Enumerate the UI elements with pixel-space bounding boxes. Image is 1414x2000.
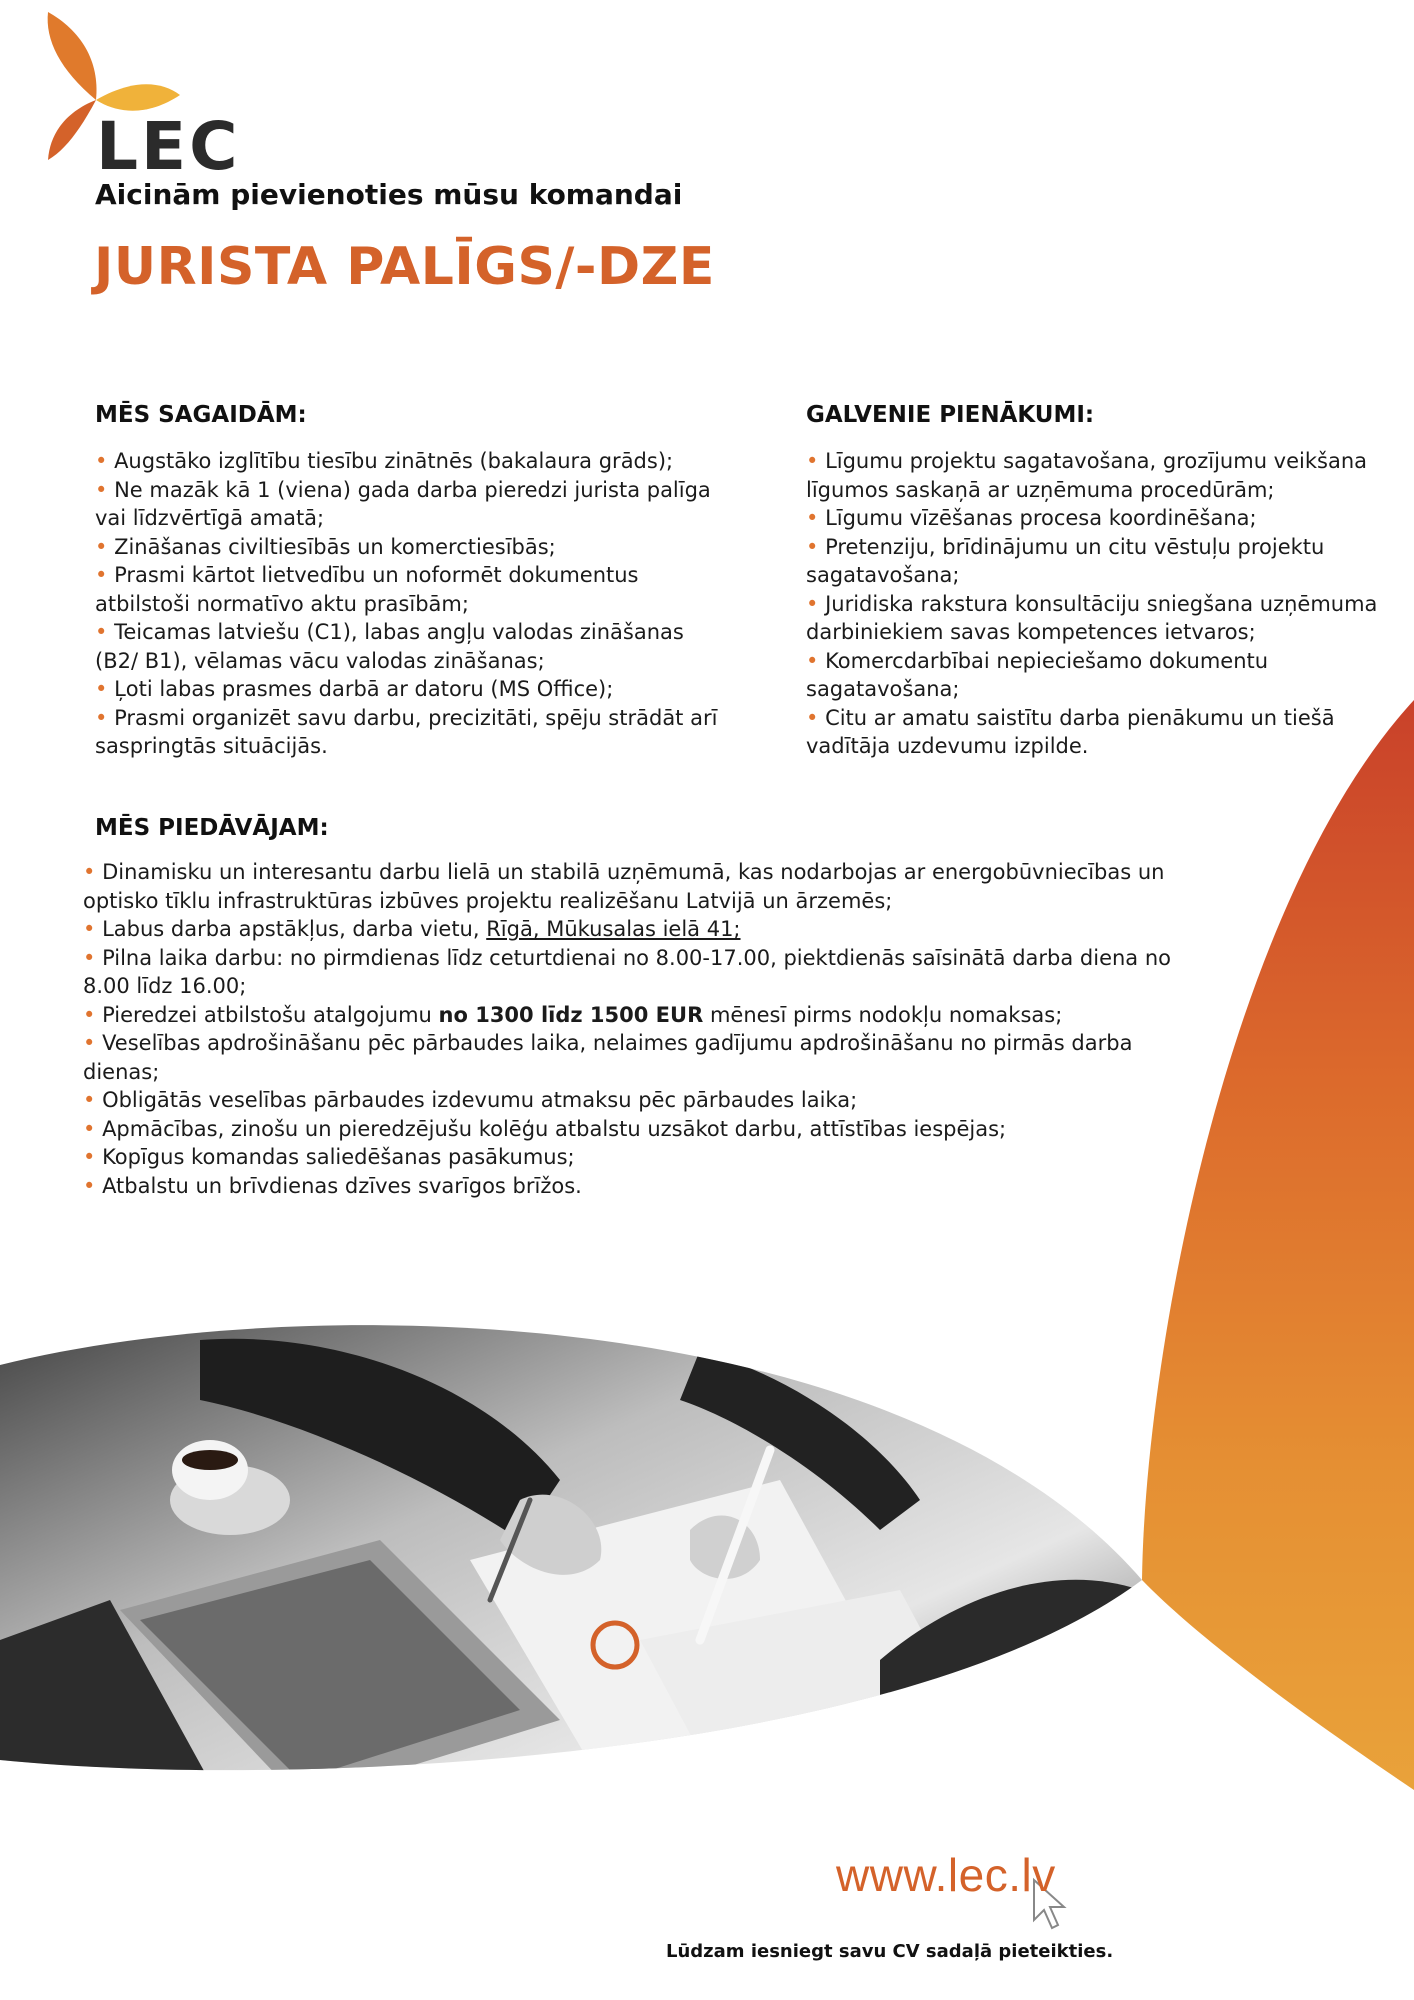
list-item: • Prasmi kārtot lietvedību un noformēt dokumentus atbilstoši normatīvo aktu prasībām; — [95, 563, 639, 616]
list-item: • Ne mazāk kā 1 (viena) gada darba pieredzi jurista palīga vai līdzvērtīgā amatā; — [95, 477, 711, 530]
list-item: • Apmācības, zinošu un pieredzējušu kolēģu atbalstu uzsākot darbu, attīstības iespējas; — [83, 1116, 1007, 1141]
list-item: • Juridiska rakstura konsultāciju sniegšana uzņēmuma darbiniekiem savas kompetences ietvaros; — [806, 591, 1378, 644]
list-item: • Pretenziju, brīdinājumu un citu vēstuļu projektu sagatavošana; — [806, 534, 1325, 587]
office-address: Rīgā, Mūkusalas ielā 41; — [486, 917, 741, 941]
list-item: • Teicamas latviešu (C1), labas angļu valodas zināšanas (B2/ B1), vēlamas vācu valodas zināšanas; — [95, 620, 684, 673]
cv-note: Lūdzam iesniegt savu CV sadaļā pieteikties. — [666, 1941, 1114, 1962]
list-item: • Prasmi organizēt savu darbu, precizitāti, spēju strādāt arī saspringtās situācijās. — [95, 705, 718, 758]
list-item: • Veselības apdrošināšanu pēc pārbaudes laika, nelaimes gadījumu apdrošināšanu no pirmās darba dienas; — [83, 1031, 1133, 1084]
offer-list — [83, 858, 1203, 1200]
list-item: • Līgumu projektu sagatavošana, grozījumu veikšana līgumos saskaņā ar uzņēmuma procedūrām; — [806, 449, 1368, 502]
logo-text: LEC — [96, 108, 241, 185]
list-item: • Obligātās veselības pārbaudes izdevumu atmaksu pēc pārbaudes laika; — [83, 1088, 858, 1112]
invite-heading: Aicinām pievienoties mūsu komandai — [95, 178, 683, 211]
list-item: • Labus darba apstākļus, darba vietu, Rīgā, Mūkusalas ielā 41; — [83, 917, 741, 941]
list-item: • Citu ar amatu saistītu darba pienākumu un tiešā vadītāja uzdevumu izpilde. — [806, 705, 1335, 758]
list-item: • Līgumu vīzēšanas procesa koordinēšana; — [806, 506, 1257, 530]
requirements-title: MĒS SAGAIDĀM: — [95, 402, 307, 428]
duties-list — [806, 447, 1396, 761]
list-item: • Atbalstu un brīvdienas dzīves svarīgos brīžos. — [83, 1173, 582, 1198]
website-link[interactable]: www.lec.lv — [836, 1849, 1056, 1901]
offer-title: MĒS PIEDĀVĀJAM: — [95, 815, 329, 841]
duties-title: GALVENIE PIENĀKUMI: — [806, 402, 1095, 428]
requirements-list — [95, 447, 725, 761]
list-item: • Pilna laika darbu: no pirmdienas līdz ceturtdienai no 8.00-17.00, piektdienās saīsinātā darba diena no 8.00 līdz 16.00; — [83, 945, 1172, 998]
list-item: • Kopīgus komandas saliedēšanas pasākumus; — [83, 1145, 575, 1169]
list-item: • Zināšanas civiltiesībās un komerctiesībās; — [95, 534, 556, 559]
list-item: • Komercdarbībai nepieciešamo dokumentu sagatavošana; — [806, 648, 1269, 701]
job-title: JURISTA PALĪGS/-DZE — [94, 237, 715, 297]
list-item: • Ļoti labas prasmes darbā ar datoru (MS Office); — [95, 677, 614, 701]
office-photo — [0, 1290, 1150, 1810]
list-item: • Augstāko izglītību tiesību zinātnēs (bakalaura grāds); — [95, 449, 674, 473]
salary-range: no 1300 līdz 1500 EUR — [438, 1002, 704, 1027]
list-item: • Pieredzei atbilstošu atalgojumu no 1300 līdz 1500 EUR mēnesī pirms nodokļu nomaksas; — [83, 1002, 1063, 1027]
list-item: • Dinamisku un interesantu darbu lielā un stabilā uzņēmumā, kas nodarbojas ar energobūvniecības un optisko tīklu infrastruktūras izbūves projektu realizēšanu Latvijā un ārzemēs; — [83, 860, 1165, 913]
